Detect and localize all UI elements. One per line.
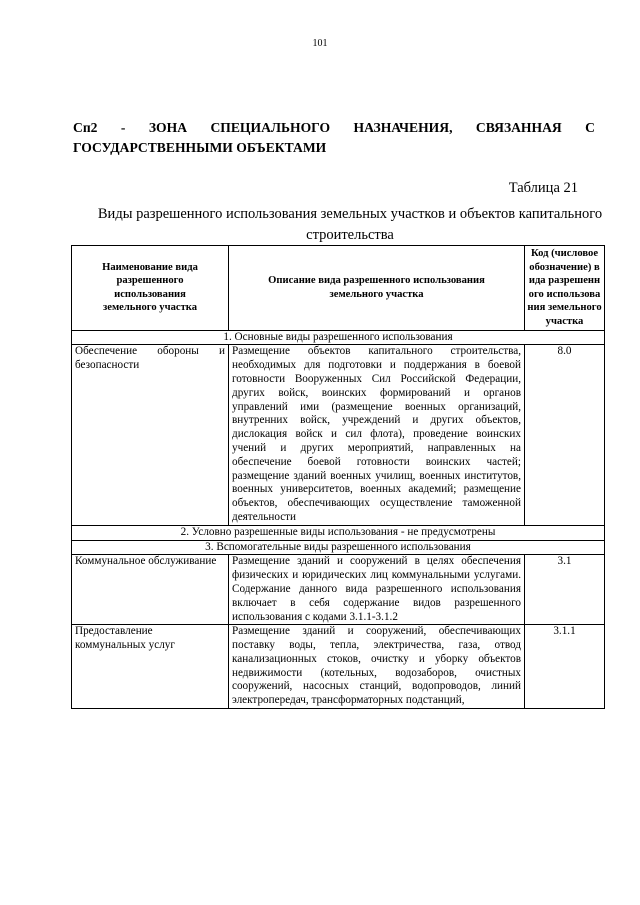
header-code: Код (числовое обозначение) вида разрешенного использования земельного участка: [525, 246, 605, 331]
table-row: [72, 345, 605, 525]
header-row: [72, 246, 605, 331]
header-description: Описание вида разрешенного использования земельного участка: [229, 246, 525, 331]
use-name: Обеспечение обороны и безопасности: [72, 345, 229, 525]
section-row: [72, 330, 605, 345]
use-code: 3.1.1: [525, 625, 605, 709]
section-conditional: 2. Условно разрешенные виды использования - не предусмотрены: [72, 525, 605, 540]
table-number: Таблица 21: [508, 180, 578, 196]
section-main: 1. Основные виды разрешенного использования: [72, 330, 605, 345]
table-row: [72, 555, 605, 625]
use-name: Коммунальное обслуживание: [72, 555, 229, 625]
land-use-table: [71, 245, 605, 709]
section-row: [72, 525, 605, 540]
use-name: Предоставление коммунальных услуг: [72, 625, 229, 709]
section-row: [72, 540, 605, 555]
use-code: 8.0: [525, 345, 605, 525]
use-description: Размещение зданий и сооружений, обеспечивающих поставку воды, тепла, электричества, газа, отвод канализационных стоков, очистку и уборку объектов недвижимости (котельных, водозаборов, очистных сооружений, насосных станций, водопроводов, линий электропередач, трансформаторных подстанций,: [229, 625, 525, 709]
use-description: Размещение объектов капитального строительства, необходимых для подготовки и поддержания в боевой готовности Вооруженных Сил Российской Федерации, других войск, воинских формирований и органов управлений ими (размещение военных организаций, внутренних войск, учреждений и других объектов, дислокация войск и сил флота), проведение воинских учений и других мероприятий, направленных на обеспечение боевой готовности воинских частей; размещение зданий военных училищ, военных институтов, военных университетов, военных академий; размещение объектов, обеспечивающих осуществление таможенной деятельности: [229, 345, 525, 525]
header-name: Наименование вида разрешенного использования земельного участка: [72, 246, 229, 331]
section-auxiliary: 3. Вспомогательные виды разрешенного использования: [72, 540, 605, 555]
zone-title: Сп2 - ЗОНА СПЕЦИАЛЬНОГО НАЗНАЧЕНИЯ, СВЯЗАННАЯ С ГОСУДАРСТВЕННЫМИ ОБЪЕКТАМИ: [73, 120, 595, 155]
table-row: [72, 625, 605, 709]
use-code: 3.1: [525, 555, 605, 625]
page-number: 101: [312, 38, 328, 49]
use-description: Размещение зданий и сооружений в целях обеспечения физических и юридических лиц коммунальными услугами. Содержание данного вида разрешенного использования включает в себя содержание видов разрешенного использования с кодами 3.1.1-3.1.2: [229, 555, 525, 625]
table-caption: Виды разрешенного использования земельных участков и объектов капитального строительства: [97, 206, 603, 243]
